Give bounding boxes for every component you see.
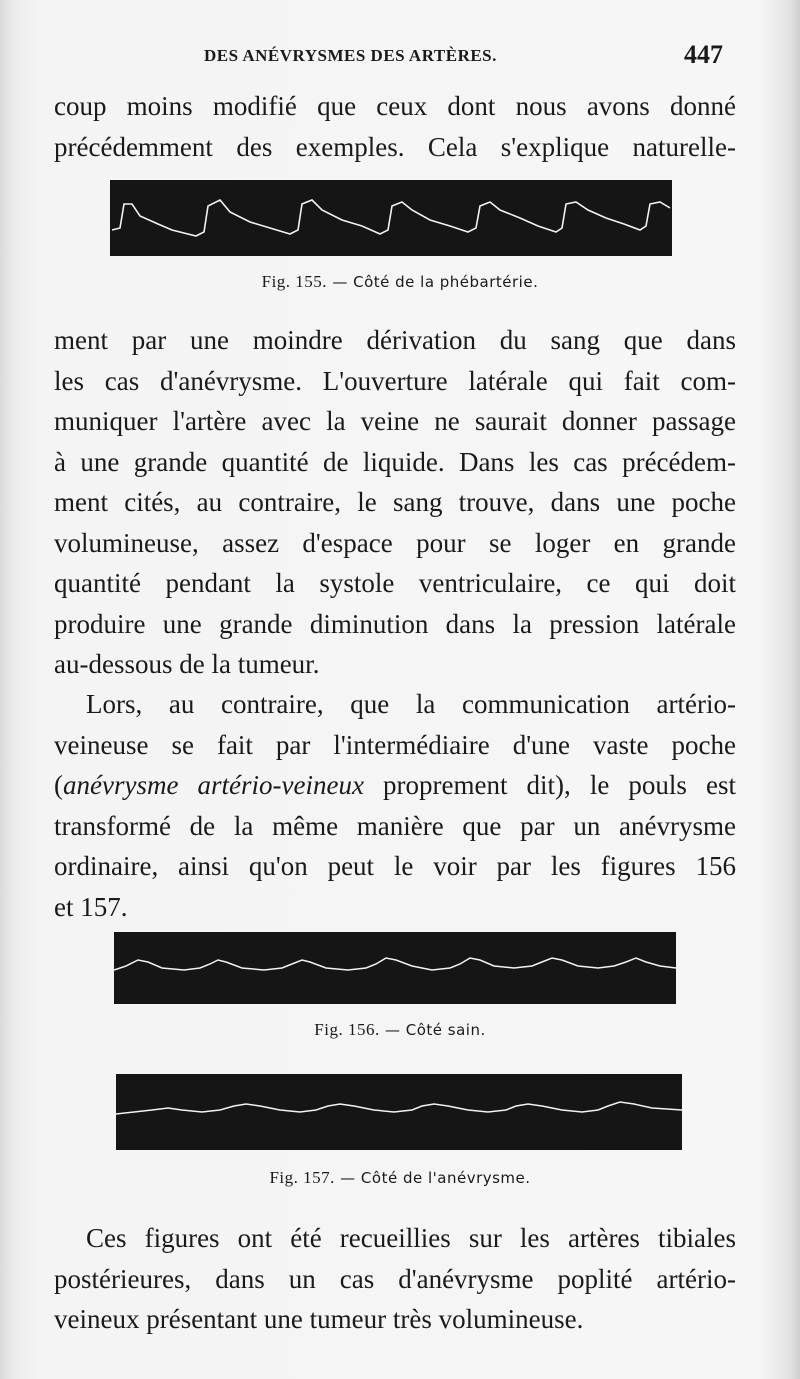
text-line: volumineuse, assez d'espace pour se loger en grande [54, 527, 736, 558]
text-line: ordinaire, ainsi qu'on peut le voir par les figures 156 [54, 851, 736, 881]
figure-caption-text: — Côté sain. [379, 1021, 486, 1039]
caption-157 [0, 1168, 800, 1188]
text-line: à une grande quantité de liquide. Dans les cas précédem- [54, 446, 736, 477]
italic-term: anévrysme artério-veineux [63, 770, 364, 800]
text-line: et 157. [54, 891, 128, 922]
text-line: produire une grande diminution dans la pression latérale [54, 608, 736, 639]
running-title: DES ANÉVRYSMES DES ARTÈRES. [204, 46, 497, 65]
text-line: Lors, au contraire, que la communication artério- [86, 689, 736, 719]
figure-caption-text: — Côté de l'anévrysme. [334, 1169, 531, 1187]
pulse-trace-157 [116, 1074, 682, 1150]
text-line: coup moins modifié que ceux dont nous avons donné [54, 91, 736, 121]
figure-label: Fig. 156. [314, 1020, 380, 1039]
text-line: Ces figures ont été recueillies sur les artères tibiales [86, 1223, 736, 1253]
text-line: muniquer l'artère avec la veine ne saurait donner passage [54, 406, 736, 436]
paragraph-2 [54, 320, 736, 685]
text-line: précédemment des exemples. Cela s'explique naturelle- [54, 131, 736, 162]
text-line: postérieures, dans un cas d'anévrysme poplité artério- [54, 1263, 736, 1294]
text-line: les cas d'anévrysme. L'ouverture latérale qui fait com- [54, 365, 736, 396]
caption-156 [0, 1020, 800, 1040]
text-line [54, 765, 736, 806]
figure-caption-text: — Côté de la phébartérie. [327, 273, 539, 291]
paragraph-4 [54, 1218, 736, 1340]
caption-155 [0, 272, 800, 292]
paragraph-1 [54, 86, 736, 167]
paragraph-3 [54, 684, 736, 927]
running-head [0, 30, 800, 86]
line-rest: proprement dit), le pouls est [363, 770, 736, 800]
text-line: transformé de la même manière que par un anévrysme [54, 810, 736, 841]
figure-156-tracing [114, 932, 676, 1004]
figure-label: Fig. 157. [269, 1168, 335, 1187]
open-paren: ( [54, 770, 63, 800]
page-number: 447 [684, 40, 723, 69]
pulse-trace-156 [114, 932, 676, 1004]
text-line: ment cités, au contraire, le sang trouve, dans une poche [54, 487, 736, 517]
text-line: veineux présentant une tumeur très volumineuse. [54, 1304, 584, 1334]
figure-label: Fig. 155. [261, 272, 328, 291]
figure-157-tracing [116, 1074, 682, 1150]
text-line: ment par une moindre dérivation du sang que dans [54, 325, 736, 355]
pulse-trace-155 [110, 180, 672, 256]
text-line: veineuse se fait par l'intermédiaire d'une vaste poche [54, 729, 736, 760]
figure-155-tracing [110, 180, 672, 256]
text-line: quantité pendant la systole ventriculaire, ce qui doit [54, 568, 736, 598]
text-line: au-dessous de la tumeur. [54, 649, 320, 679]
